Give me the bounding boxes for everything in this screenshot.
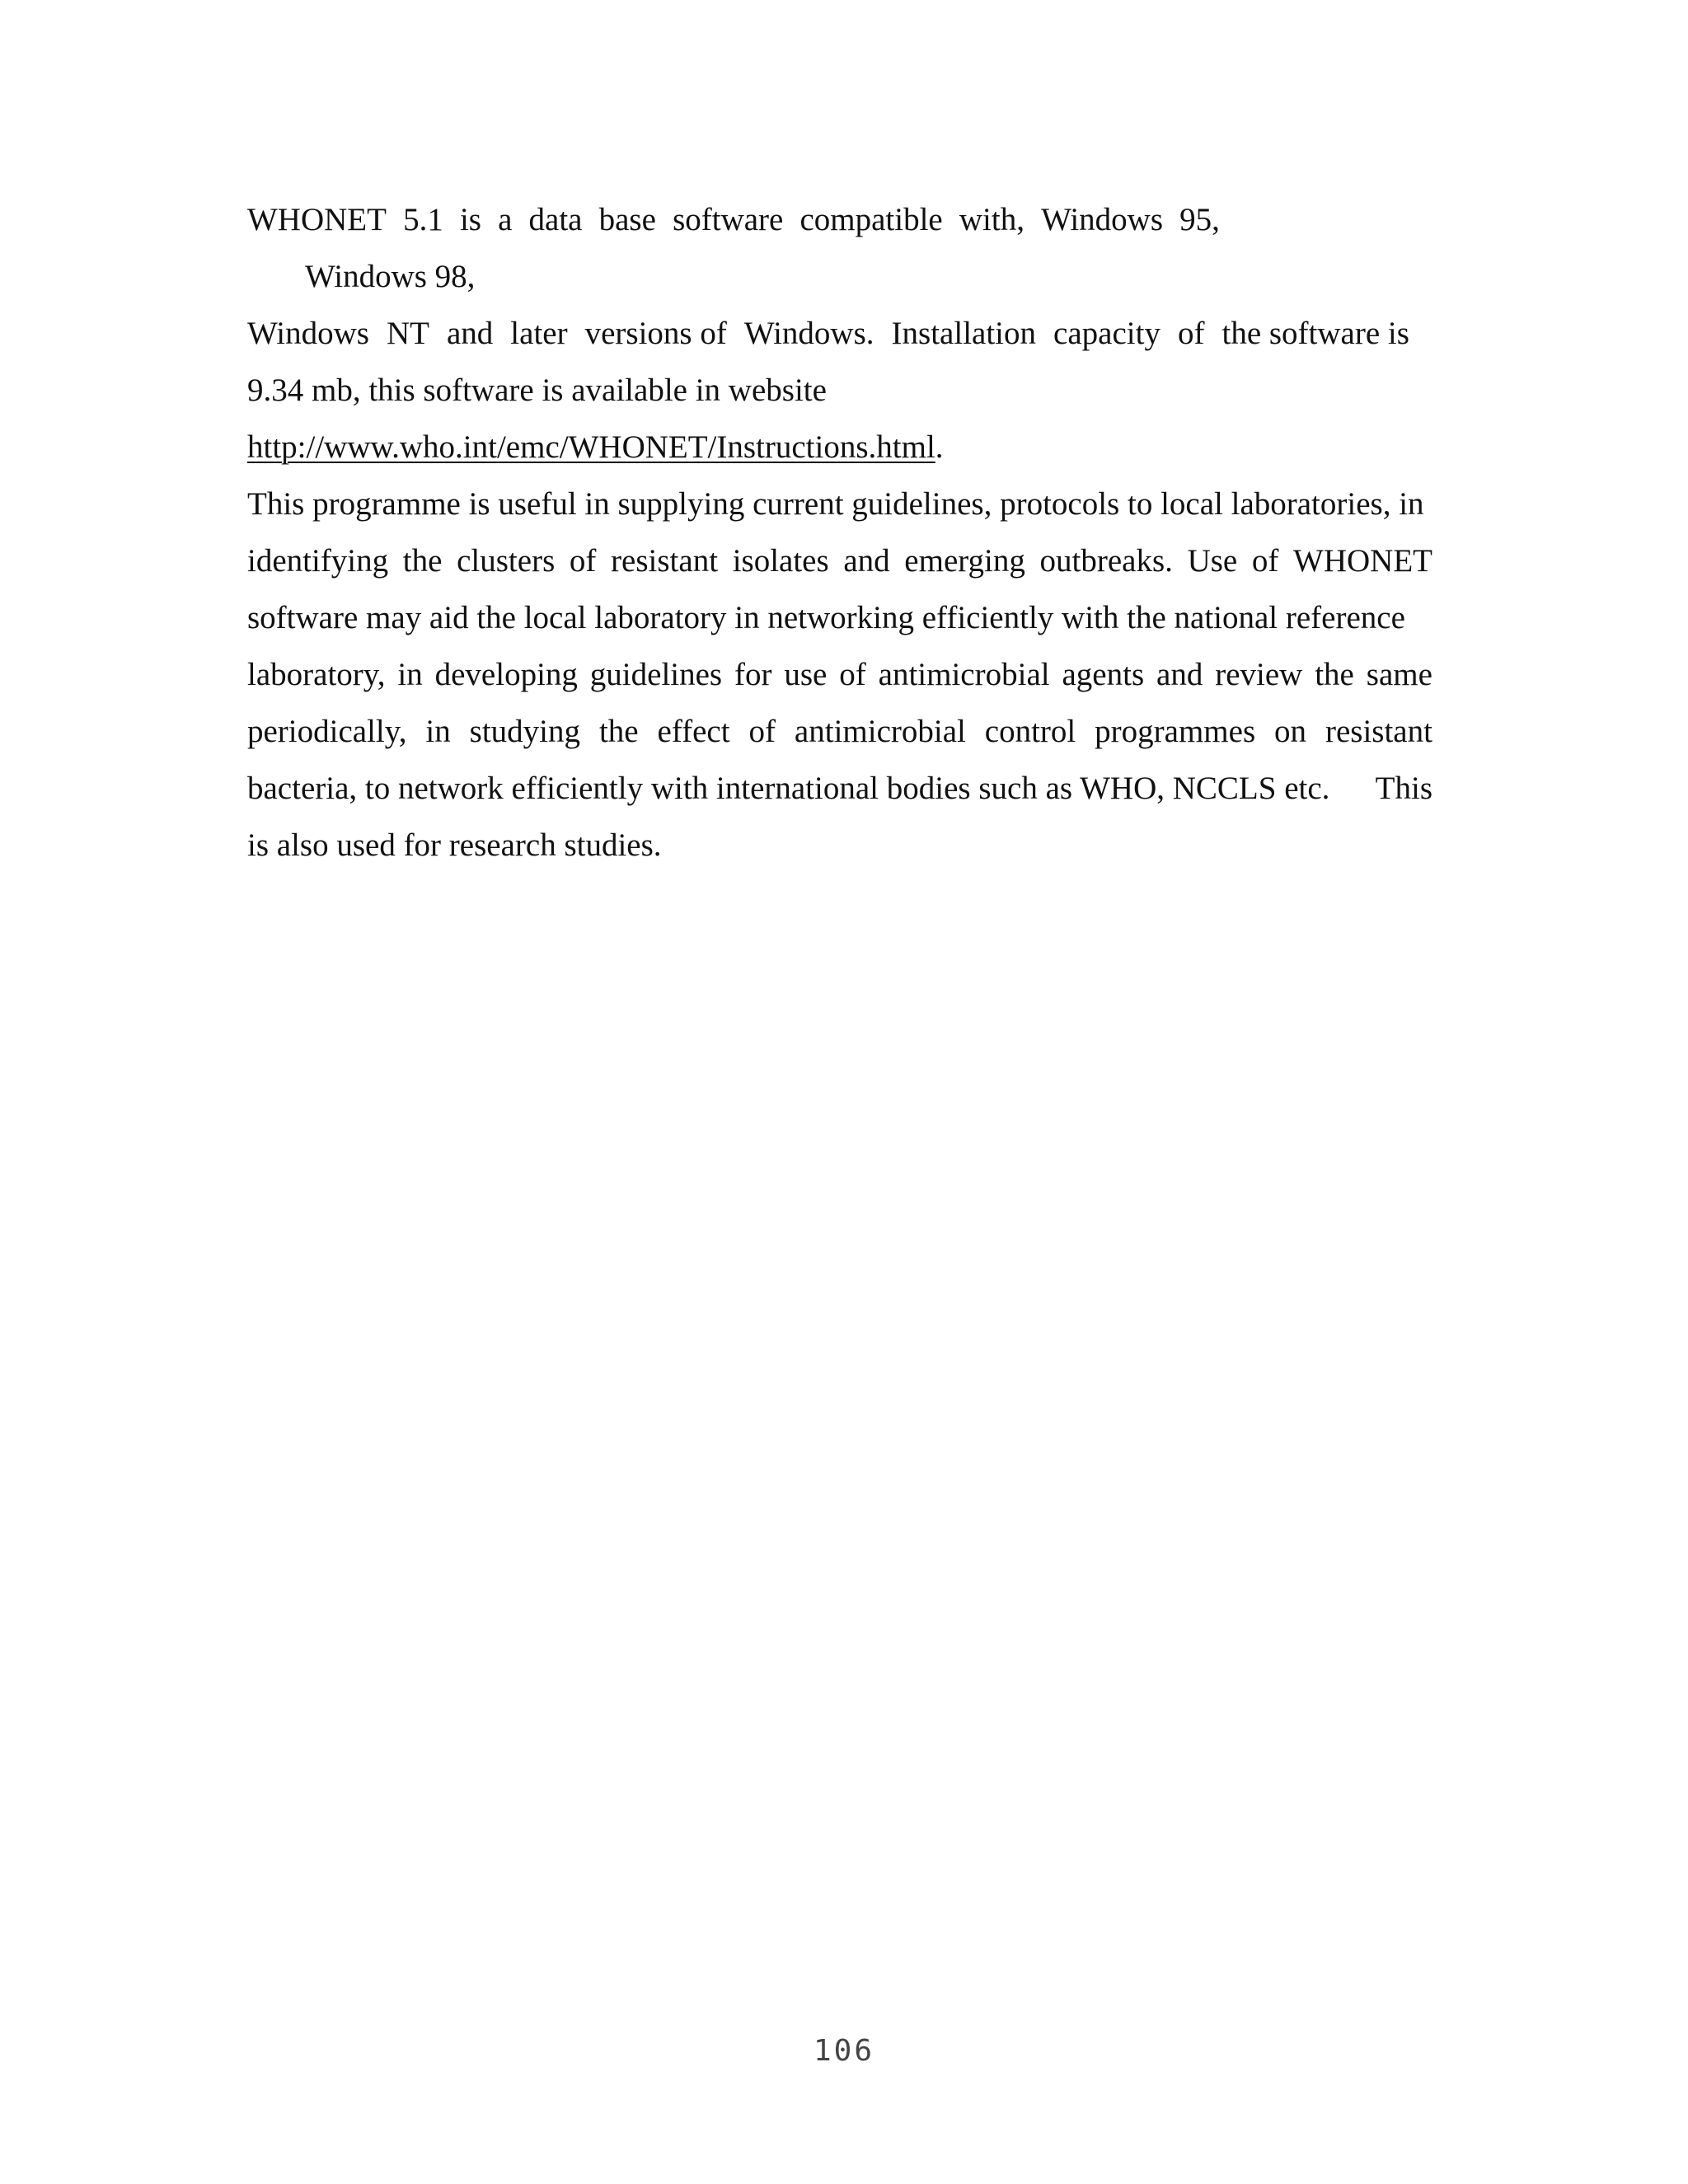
word: same (1366, 657, 1432, 692)
text-line-5 (247, 419, 1432, 476)
word: the (598, 714, 639, 749)
word: of (569, 543, 597, 579)
word: later (510, 316, 568, 351)
word: 5.1 (403, 202, 443, 237)
word: the (1315, 657, 1354, 692)
word: guidelines (589, 657, 723, 692)
line-text: bacteria, to network efficiently with international bodies such as WHO, NCCLS etc. (247, 771, 1330, 806)
word: of (1177, 316, 1205, 351)
word: and (446, 316, 494, 351)
word: antimicrobial (878, 657, 1050, 692)
para2-line-5 (247, 703, 1432, 760)
para2-line-2 (247, 532, 1432, 589)
word: a (498, 202, 513, 237)
word: data (528, 202, 583, 237)
word: outbreaks. (1039, 543, 1173, 579)
word: of (839, 657, 866, 692)
word: WHONET (1293, 543, 1432, 579)
para2-line-3 (247, 589, 1432, 646)
word: WHONET (247, 202, 387, 237)
word: antimicrobial (794, 714, 966, 749)
word: of (1251, 543, 1279, 579)
word: resistant (611, 543, 719, 579)
para2-line-4 (247, 646, 1432, 703)
word: studying (469, 714, 581, 749)
word: Installation (891, 316, 1037, 351)
word: Windows. (743, 316, 874, 351)
word: Windows (1041, 202, 1164, 237)
word: use (784, 657, 828, 692)
para2-line-7: is also used for research studies. (247, 827, 662, 863)
word: effect (657, 714, 730, 749)
word: programmes (1095, 714, 1256, 749)
word: review (1215, 657, 1303, 692)
word: software (673, 202, 784, 237)
word: 95, (1179, 202, 1220, 237)
word: compatible (799, 202, 943, 237)
word: control (984, 714, 1076, 749)
word: agents (1062, 657, 1145, 692)
word: This (1375, 771, 1432, 806)
word: on (1274, 714, 1307, 749)
word: laboratory, (247, 657, 386, 692)
word: clusters (457, 543, 556, 579)
line-text: This programme is useful in supplying current guidelines, protocols to local laboratories, in (247, 486, 1424, 522)
word: resistant (1325, 714, 1432, 749)
line-text: software may aid the local laboratory in networking efficiently with the national reference (247, 600, 1405, 635)
text-line-1 (247, 191, 1220, 248)
whonet-instructions-link[interactable]: http://www.who.int/emc/WHONET/Instructions.html (247, 429, 935, 465)
word: Use (1187, 543, 1238, 579)
word: identifying (247, 543, 389, 579)
word: the software is (1221, 316, 1409, 351)
word: isolates (732, 543, 829, 579)
word: and (843, 543, 890, 579)
para2-line-1 (247, 476, 1432, 532)
word: the (402, 543, 443, 579)
para2-line-6 (247, 760, 1432, 817)
word: in (425, 714, 451, 749)
word: capacity (1053, 316, 1160, 351)
word: versions of (584, 316, 727, 351)
word: is (459, 202, 481, 237)
word: emerging (904, 543, 1025, 579)
page-number: 106 (813, 2034, 875, 2068)
word: developing (434, 657, 578, 692)
word: in (397, 657, 423, 692)
word: with, (959, 202, 1025, 237)
text-line-3 (247, 305, 1409, 362)
word: periodically, (247, 714, 407, 749)
link-period: . (935, 429, 944, 465)
word: base (598, 202, 656, 237)
word: and (1156, 657, 1203, 692)
word: of (748, 714, 776, 749)
word: NT (386, 316, 429, 351)
text-line-4: 9.34 mb, this software is available in website (247, 373, 827, 408)
body-text (247, 191, 1432, 874)
text-line-2: Windows 98, (305, 259, 476, 294)
word: for (734, 657, 772, 692)
word: Windows (247, 316, 369, 351)
